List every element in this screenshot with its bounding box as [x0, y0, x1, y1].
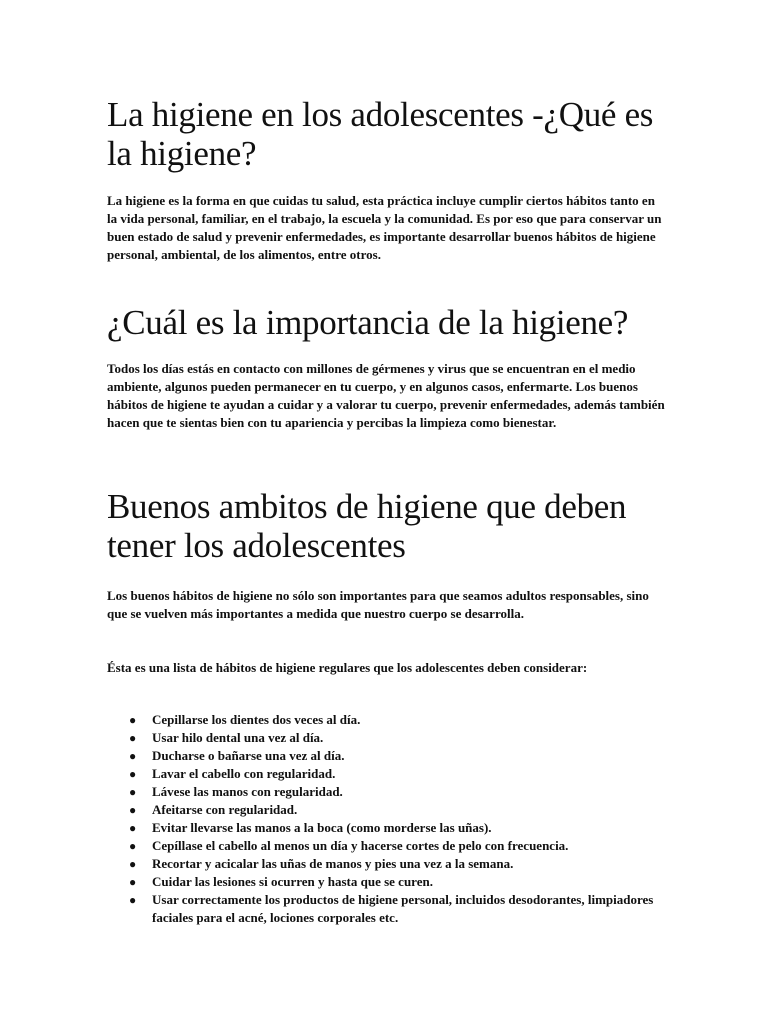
paragraph-importance: Todos los días estás en contacto con millones de gérmenes y virus que se encuentran en el medio ambiente, algunos pueden permanecer en tu cuerpo, y en algunos casos, enfermarte. Los buenos hábitos de higiene te ayudan a cuidar y a valorar tu cuerpo, prevenir enfermedades, además también hacen que te sientas bien con tu apariencia y percibas la limpieza como bienestar. [107, 361, 665, 430]
list-item [107, 729, 667, 747]
list-item-text: Usar correctamente los productos de higiene personal, incluidos desodorantes, limpiadores faciales para el acné, lociones corporales etc. [152, 892, 654, 925]
bullet-icon: ● [129, 839, 137, 853]
list-item [107, 747, 667, 765]
list-item-text: Afeitarse con regularidad. [152, 802, 298, 817]
list-item-text: Lávese las manos con regularidad. [152, 784, 343, 799]
bullet-icon: ● [129, 875, 137, 889]
bullet-icon: ● [129, 821, 137, 835]
list-item [107, 783, 667, 801]
paragraph-hygiene-definition: La higiene es la forma en que cuidas tu salud, esta práctica incluye cumplir ciertos hábitos tanto en la vida personal, familiar, en el trabajo, la escuela y la comunidad. Es por eso que para conservar un buen estado de salud y prevenir enfermedades, es importante desarrollar buenos hábitos de higiene personal, ambiental, de los alimentos, entre otros. [107, 193, 662, 262]
heading-importance-of-hygiene: ¿Cuál es la importancia de la higiene? [107, 303, 629, 342]
list-item [107, 891, 667, 927]
list-item-text: Evitar llevarse las manos a la boca (como morderse las uñas). [152, 820, 492, 835]
list-item-text: Recortar y acicalar las uñas de manos y pies una vez a la semana. [152, 856, 514, 871]
bullet-icon: ● [129, 767, 137, 781]
list-item [107, 801, 667, 819]
paragraph-good-habits-intro: Los buenos hábitos de higiene no sólo son importantes para que seamos adultos responsables, sino que se vuelven más importantes a medida que nuestro cuerpo se desarrolla. [107, 588, 649, 621]
bullet-icon: ● [129, 713, 137, 727]
list-item-text: Ducharse o bañarse una vez al día. [152, 748, 345, 763]
habits-list [107, 711, 667, 927]
list-item [107, 837, 667, 855]
heading-what-is-hygiene: La higiene en los adolescentes -¿Qué es la higiene? [107, 95, 654, 173]
bullet-icon: ● [129, 893, 137, 907]
heading-good-habits: Buenos ambitos de higiene que deben tener los adolescentes [107, 487, 627, 565]
bullet-icon: ● [129, 731, 137, 745]
list-item [107, 819, 667, 837]
list-item [107, 711, 667, 729]
list-item-text: Lavar el cabello con regularidad. [152, 766, 336, 781]
list-item-text: Cepillarse los dientes dos veces al día. [152, 712, 361, 727]
list-item-text: Cuidar las lesiones si ocurren y hasta que se curen. [152, 874, 433, 889]
paragraph-list-intro: Ésta es una lista de hábitos de higiene regulares que los adolescentes deben considerar: [107, 660, 588, 675]
list-item-text: Usar hilo dental una vez al día. [152, 730, 324, 745]
bullet-icon: ● [129, 785, 137, 799]
list-item-text: Cepíllase el cabello al menos un día y hacerse cortes de pelo con frecuencia. [152, 838, 569, 853]
bullet-icon: ● [129, 749, 137, 763]
list-item [107, 855, 667, 873]
list-item [107, 873, 667, 891]
bullet-icon: ● [129, 803, 137, 817]
list-item [107, 765, 667, 783]
bullet-icon: ● [129, 857, 137, 871]
